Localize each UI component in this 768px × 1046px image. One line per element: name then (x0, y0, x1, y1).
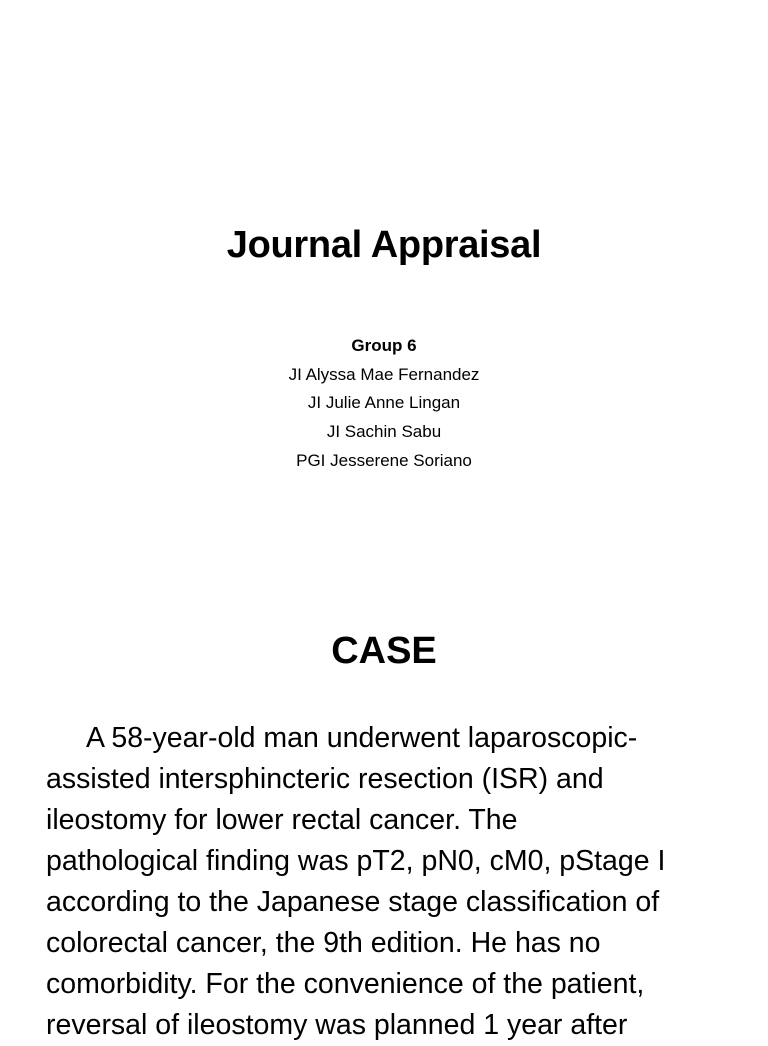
case-body-line: comorbidity. For the convenience of the patient, (46, 968, 645, 1000)
slide-title: Journal Appraisal (226, 224, 542, 266)
group-member: JI Sachin Sabu (326, 422, 442, 442)
group-member: JI Alyssa Mae Fernandez (288, 364, 480, 384)
case-body-line: assisted intersphincteric resection (ISR) and (46, 763, 604, 795)
group-label: Group 6 (351, 336, 417, 355)
case-body-line: reversal of ileostomy was planned 1 year after (46, 1009, 628, 1041)
group-member: JI Julie Anne Lingan (307, 393, 461, 413)
case-body-line: pathological finding was pT2, pN0, cM0, pStage I (46, 845, 666, 877)
case-body-line: according to the Japanese stage classification of (46, 886, 660, 918)
case-body-line: colorectal cancer, the 9th edition. He has no (46, 927, 601, 959)
group-block (0, 332, 768, 476)
case-body-line: ileostomy for lower rectal cancer. The (46, 804, 518, 836)
case-heading: CASE (331, 630, 437, 672)
case-body (46, 718, 736, 1046)
group-member: PGI Jesserene Soriano (296, 450, 472, 470)
case-body-line: A 58-year-old man underwent laparoscopic- (86, 722, 638, 754)
